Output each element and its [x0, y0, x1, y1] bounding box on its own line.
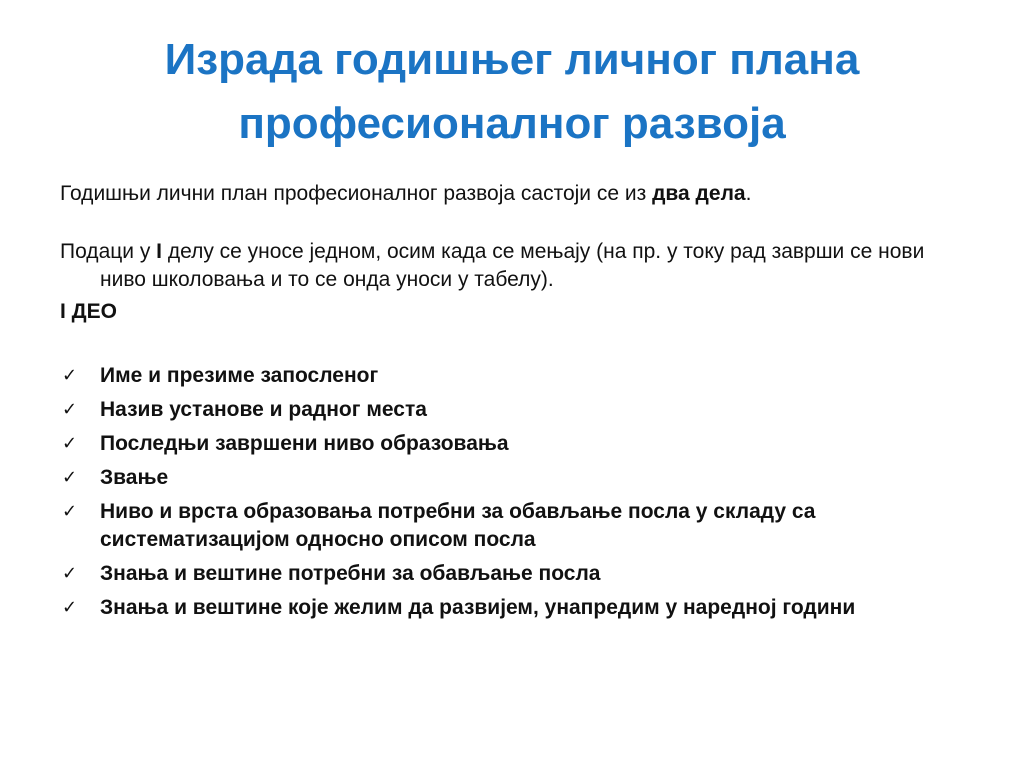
- check-icon: ✓: [62, 365, 78, 386]
- list-item: [60, 498, 960, 554]
- data-note-text-end: делу се уносе једном, осим када се мењају (на пр. у току рад заврши се нови ниво школовања и то се онда уноси у табелу).: [100, 240, 925, 291]
- title-line-2: професионалног развоја: [238, 99, 786, 148]
- data-note-bold: I: [156, 240, 163, 263]
- list-item-label: Последњи завршени ниво образовања: [100, 432, 509, 455]
- intro-paragraph: [60, 180, 960, 208]
- checklist: [60, 362, 960, 622]
- check-icon: ✓: [62, 501, 78, 522]
- data-note-text: Подаци у: [60, 240, 157, 263]
- check-icon: ✓: [62, 399, 78, 420]
- intro-bold: два дела: [652, 182, 746, 205]
- intro-text-end: .: [745, 182, 752, 205]
- data-note-paragraph: [60, 238, 960, 294]
- slide-content: [60, 180, 960, 628]
- check-icon: ✓: [62, 563, 78, 584]
- list-item: [60, 396, 960, 424]
- check-icon: ✓: [62, 433, 78, 454]
- list-item-label: Звање: [100, 466, 169, 489]
- check-icon: ✓: [62, 467, 78, 488]
- list-item: [60, 594, 960, 622]
- list-item-label: Име и презиме запосленог: [100, 364, 379, 387]
- list-item: [60, 560, 960, 588]
- list-item-label: Знања и вештине које желим да развијем, унапредим у наредној години: [100, 596, 856, 619]
- list-item-label: Знања и вештине потребни за обављање посла: [100, 562, 601, 585]
- check-icon: ✓: [62, 597, 78, 618]
- list-item: [60, 362, 960, 390]
- list-item: [60, 464, 960, 492]
- list-item: [60, 430, 960, 458]
- list-item-label: Ниво и врста образовања потребни за обављање посла у складу са систематизацијом односно описом посла: [100, 500, 816, 551]
- list-item-label: Назив установе и радног места: [100, 398, 427, 421]
- title-line-1: Израда годишњег личног плана: [164, 35, 860, 84]
- section-heading: I ДЕО: [60, 300, 117, 323]
- intro-text: Годишњи лични план професионалног развоја састоји се из: [60, 182, 653, 205]
- slide-title: [40, 28, 984, 156]
